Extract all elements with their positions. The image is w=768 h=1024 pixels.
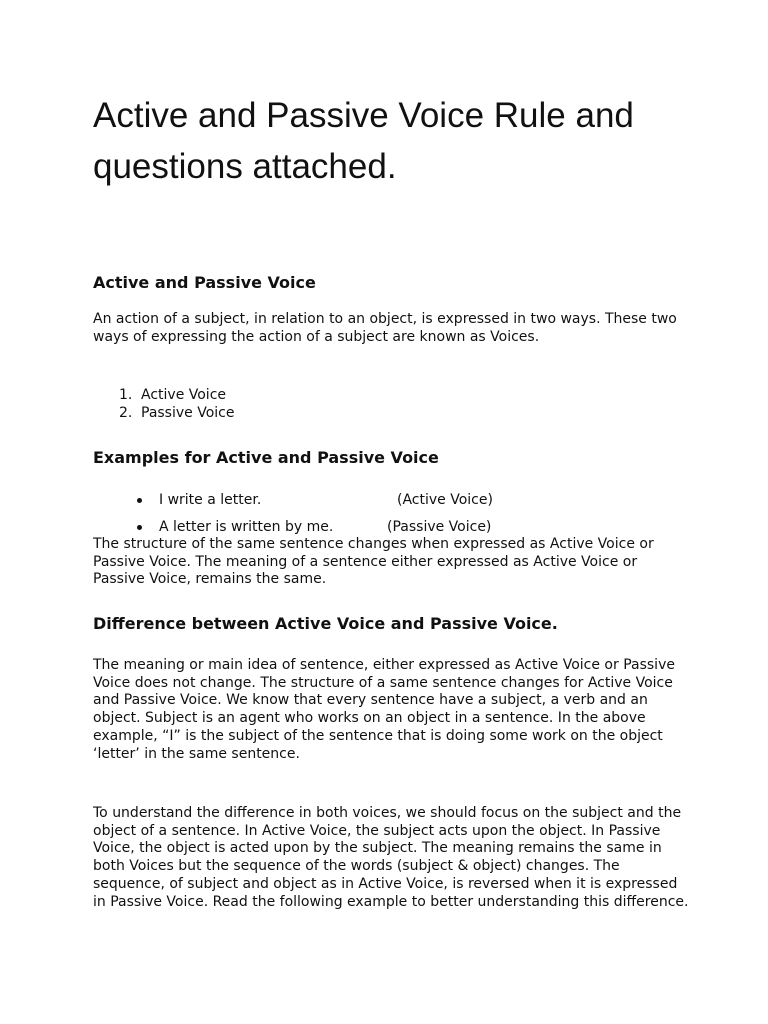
example-sentence: I write a letter. bbox=[159, 492, 262, 508]
list-item-number: 1. bbox=[119, 387, 133, 403]
bullet-icon bbox=[137, 525, 142, 530]
section-heading-examples: Examples for Active and Passive Voice bbox=[93, 448, 439, 467]
section-heading-active-passive: Active and Passive Voice bbox=[93, 273, 316, 292]
intro-paragraph: An action of a subject, in relation to an object, is expressed in two ways. These two ways of expressing the action of a subject are known as Voices. bbox=[93, 311, 677, 345]
example-voice-label: (Passive Voice) bbox=[387, 519, 492, 535]
list-item bbox=[93, 386, 234, 404]
list-item-number: 2. bbox=[119, 405, 133, 421]
difference-paragraph-1: The meaning or main idea of sentence, either expressed as Active Voice or Passive Voice does not change. The structure of a same sentence changes for Active Voice and Passive Voice. We know that every sentence have a subject, a verb and an object. Subject is an agent who works on an object in a sentence. In the above example, “I” is the subject of the sentence that is doing some work on the object ‘letter’ in the same sentence. bbox=[93, 657, 675, 762]
list-item-text: Active Voice bbox=[141, 387, 227, 403]
list-item-text: Passive Voice bbox=[141, 405, 235, 421]
voice-types-list bbox=[93, 386, 234, 422]
example-voice-label: (Active Voice) bbox=[397, 492, 493, 508]
section-heading-difference: Difference between Active Voice and Passive Voice. bbox=[93, 614, 558, 633]
list-item bbox=[93, 404, 234, 422]
example-item bbox=[93, 491, 693, 509]
document-title: Active and Passive Voice Rule and questions attached. bbox=[93, 96, 634, 186]
structure-paragraph: The structure of the same sentence changes when expressed as Active Voice or Passive Voice. The meaning of a sentence either expressed as Active Voice or Passive Voice, remains the same. bbox=[93, 536, 654, 588]
bullet-icon bbox=[137, 498, 142, 503]
difference-paragraph-2: To understand the difference in both voices, we should focus on the subject and the object of a sentence. In Active Voice, the subject acts upon the object. In Passive Voice, the object is acted upon by the subject. The meaning remains the same in both Voices but the sequence of the words (subject & object) changes. The sequence, of subject and object as in Active Voice, is reversed when it is expressed in Passive Voice. Read the following example to better understanding this difference. bbox=[93, 805, 689, 910]
example-item bbox=[93, 518, 693, 536]
example-sentence: A letter is written by me. bbox=[159, 519, 334, 535]
